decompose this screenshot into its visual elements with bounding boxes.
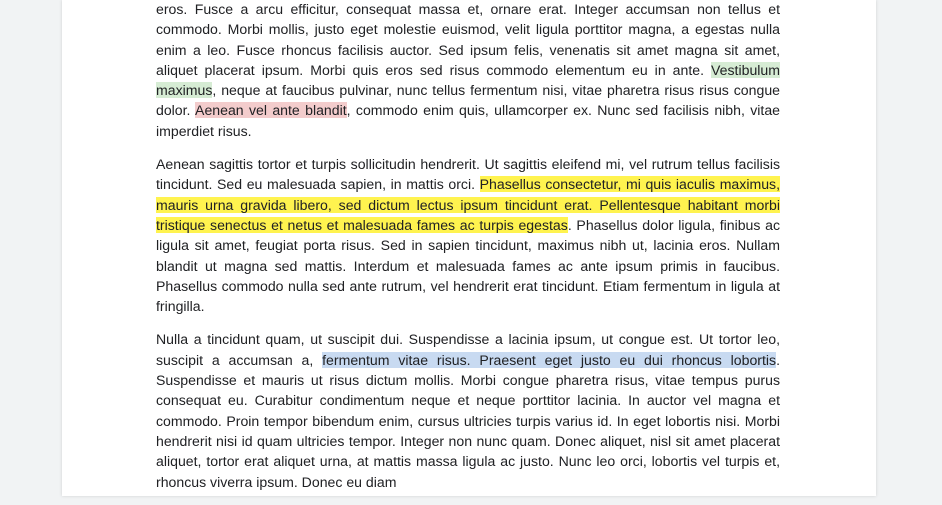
highlighted-text-red: Aenean vel ante blandit bbox=[195, 102, 347, 119]
highlighted-text-blue: fermentum vitae risus. Praesent eget justo eu dui rhoncus lobortis bbox=[322, 351, 777, 368]
highlighted-text-green: Vestibulum maximus bbox=[156, 61, 780, 99]
text-run: eros. Fusce a arcu efficitur, consequat massa et, ornare erat. Integer accumsan non tellus et commodo. Morbi mollis, justo eget molestie euismod, velit ligula porttitor magna, a egestas nulla enim a leo. Fusce rhoncus facilisis auctor. Sed ipsum felis, venenatis sit amet magna sit amet, aliquet placerat ipsum. Morbi quis eros sed risus commodo elementum eu in ante. bbox=[156, 1, 780, 78]
text-run: . Phasellus dolor ligula, finibus ac ligula sit amet, feugiat porta risus. Sed in sapien tincidunt, maximus nibh ut, lacinia eros. Nullam blandit ut magna sed mattis. Interdum et malesuada fames ac ante ipsum primis in faucibus. Phasellus commodo nulla sed ante rutrum, vel hendrerit erat tincidunt. Etiam fermentum in ligula at fringilla. bbox=[156, 216, 780, 315]
paragraph-3[interactable] bbox=[156, 329, 780, 491]
text-run: Aenean sagittis tortor et turpis sollicitudin hendrerit. Ut sagittis eleifend mi, vel rutrum tellus facilisis tincidunt. Sed eu malesuada sapien, in mattis orci. bbox=[156, 156, 780, 193]
text-run: Nulla a tincidunt quam, ut suscipit dui. Suspendisse a lacinia ipsum, ut congue est. Ut tortor leo, suscipit a accumsan a, bbox=[156, 331, 780, 368]
highlighted-text-yellow: Phasellus consectetur, mi quis iaculis maximus, mauris urna gravida libero, sed dictum lectus ipsum tincidunt erat. Pellentesque habitant morbi tristique senectus et netus et malesuada fames ac turpis egestas bbox=[156, 176, 780, 233]
paragraph-1[interactable] bbox=[156, 0, 780, 141]
document-page[interactable] bbox=[62, 0, 876, 496]
text-run: . Suspendisse et mauris ut risus dictum mollis. Morbi congue pharetra risus, vitae tempus purus consequat eu. Curabitur condimentum neque et neque porttitor lacinia. In auctor vel magna et commodo. Proin tempor bibendum enim, cursus ultricies turpis varius id. In eget lobortis nisi. Morbi hendrerit nisi id quam ultricies tempor. Integer non nunc quam. Donec aliquet, nisl sit amet placerat aliquet, tortor erat aliquet urna, at mattis massa ligula ac justo. Nunc leo orci, lobortis vel turpis et, rhoncus viverra ipsum. Donec eu diam bbox=[156, 351, 780, 490]
text-run: , commodo enim quis, ullamcorper ex. Nunc sed facilisis nibh, vitae imperdiet risus. bbox=[156, 102, 780, 139]
text-run: , neque at faucibus pulvinar, nunc tellus fermentum nisi, vitae pharetra risus risus congue dolor. bbox=[156, 82, 780, 119]
paragraph-2[interactable] bbox=[156, 154, 780, 316]
document-body[interactable] bbox=[156, 0, 780, 505]
